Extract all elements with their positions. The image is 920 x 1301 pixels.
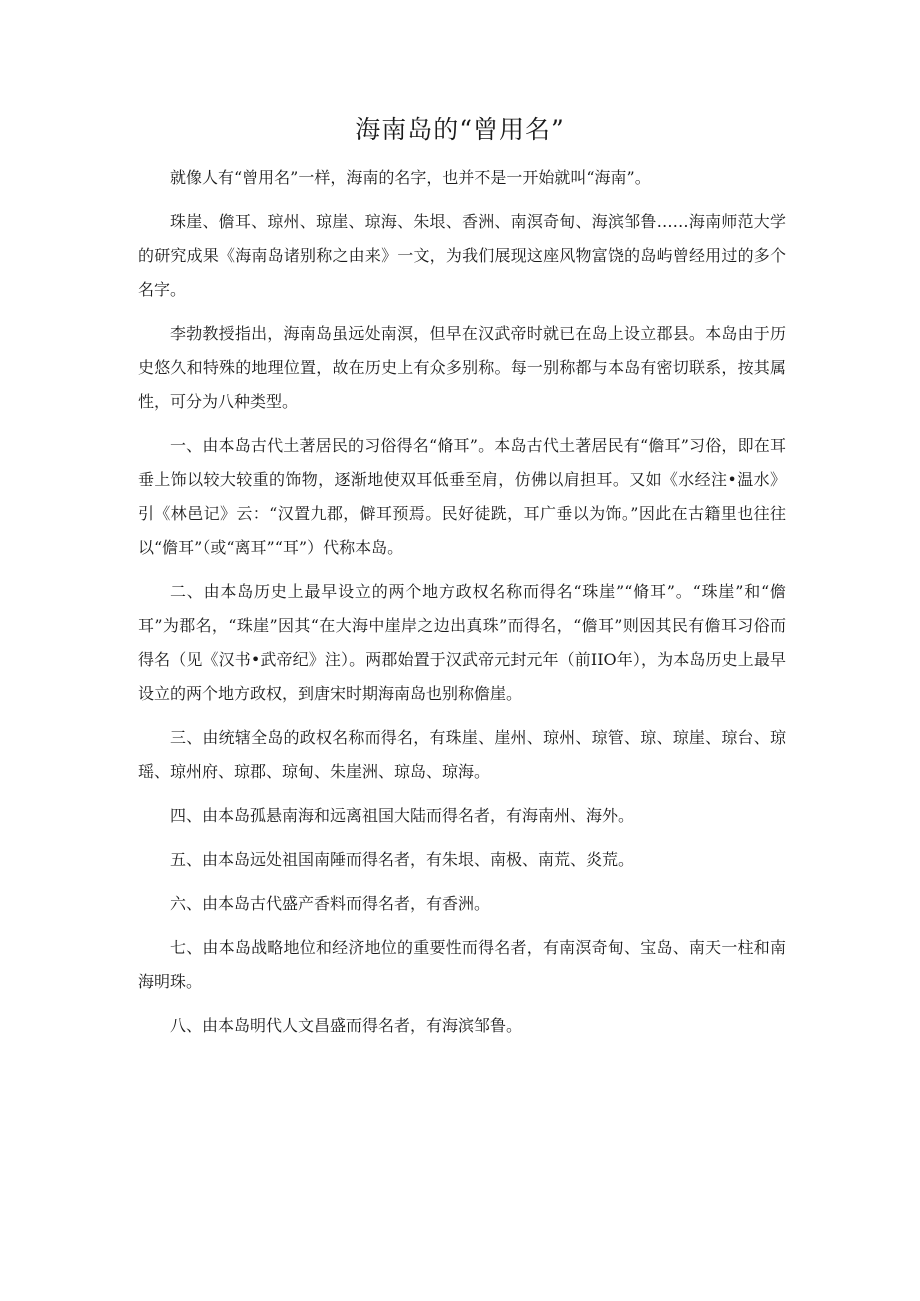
paragraph-type-1: 一、由本岛古代土著居民的习俗得名“脩耳”。本岛古代土著居民有“儋耳”习俗，即在耳垂上饰以较大较重的饰物，逐渐地使双耳低垂至肩，仿佛以肩担耳。又如《水经注•温水》引《林邑记》云：“汉置九郡，僻耳预焉。民好徒跣，耳广垂以为饰。”因此在古籍里也往往以“儋耳”（或“离耳”“耳”）代称本岛。	[138, 436, 786, 557]
paragraph-type-8: 八、由本岛明代人文昌盛而得名者，有海滨邹鲁。	[170, 1016, 523, 1035]
article-body	[138, 161, 786, 1053]
paragraph-type-6: 六、由本岛古代盛产香料而得名者，有香洲。	[170, 894, 491, 913]
page-title: 海南岛的“曾用名”	[355, 115, 565, 144]
paragraph-professor: 李勃教授指出，海南岛虽远处南溟，但早在汉武帝时就已在岛上设立郡县。本岛由于历史悠久和特殊的地理位置，故在历史上有众多别称。每一别称都与本岛有密切联系，按其属性，可分为八种类型。	[138, 324, 786, 411]
paragraph-intro: 就像人有“曾用名”一样，海南的名字，也并不是一开始就叫“海南”。	[170, 168, 651, 187]
paragraph-type-2: 二、由本岛历史上最早设立的两个地方政权名称而得名“珠崖”“脩耳”。“珠崖”和“儋耳”为郡名，“珠崖”因其“在大海中崖岸之边出真珠”而得名，“儋耳”则因其民有儋耳习俗而得名（见《汉书•武帝纪》注）。两郡始置于汉武帝元封元年（前IIO年），为本岛历史上最早设立的两个地方政权，到唐宋时期海南岛也别称儋崖。	[138, 582, 786, 703]
paragraph-type-7: 七、由本岛战略地位和经济地位的重要性而得名者，有南溟奇甸、宝岛、南天一柱和南海明珠。	[138, 938, 786, 991]
paragraph-type-3: 三、由统辖全岛的政权名称而得名，有珠崖、崖州、琼州、琼管、琼、琼崖、琼台、琼瑶、琼州府、琼郡、琼甸、朱崖洲、琼岛、琼海。	[138, 728, 786, 781]
paragraph-names-list: 珠崖、儋耳、琼州、琼崖、琼海、朱垠、香洲、南溟奇甸、海滨邹鲁……海南师范大学的研究成果《海南岛诸别称之由来》一文，为我们展现这座风物富饶的岛屿曾经用过的多个名字。	[138, 212, 786, 299]
paragraph-type-5: 五、由本岛远处祖国南陲而得名者，有朱垠、南极、南荒、炎荒。	[170, 850, 635, 869]
paragraph-type-4: 四、由本岛孤悬南海和远离祖国大陆而得名者，有海南州、海外。	[170, 806, 635, 825]
